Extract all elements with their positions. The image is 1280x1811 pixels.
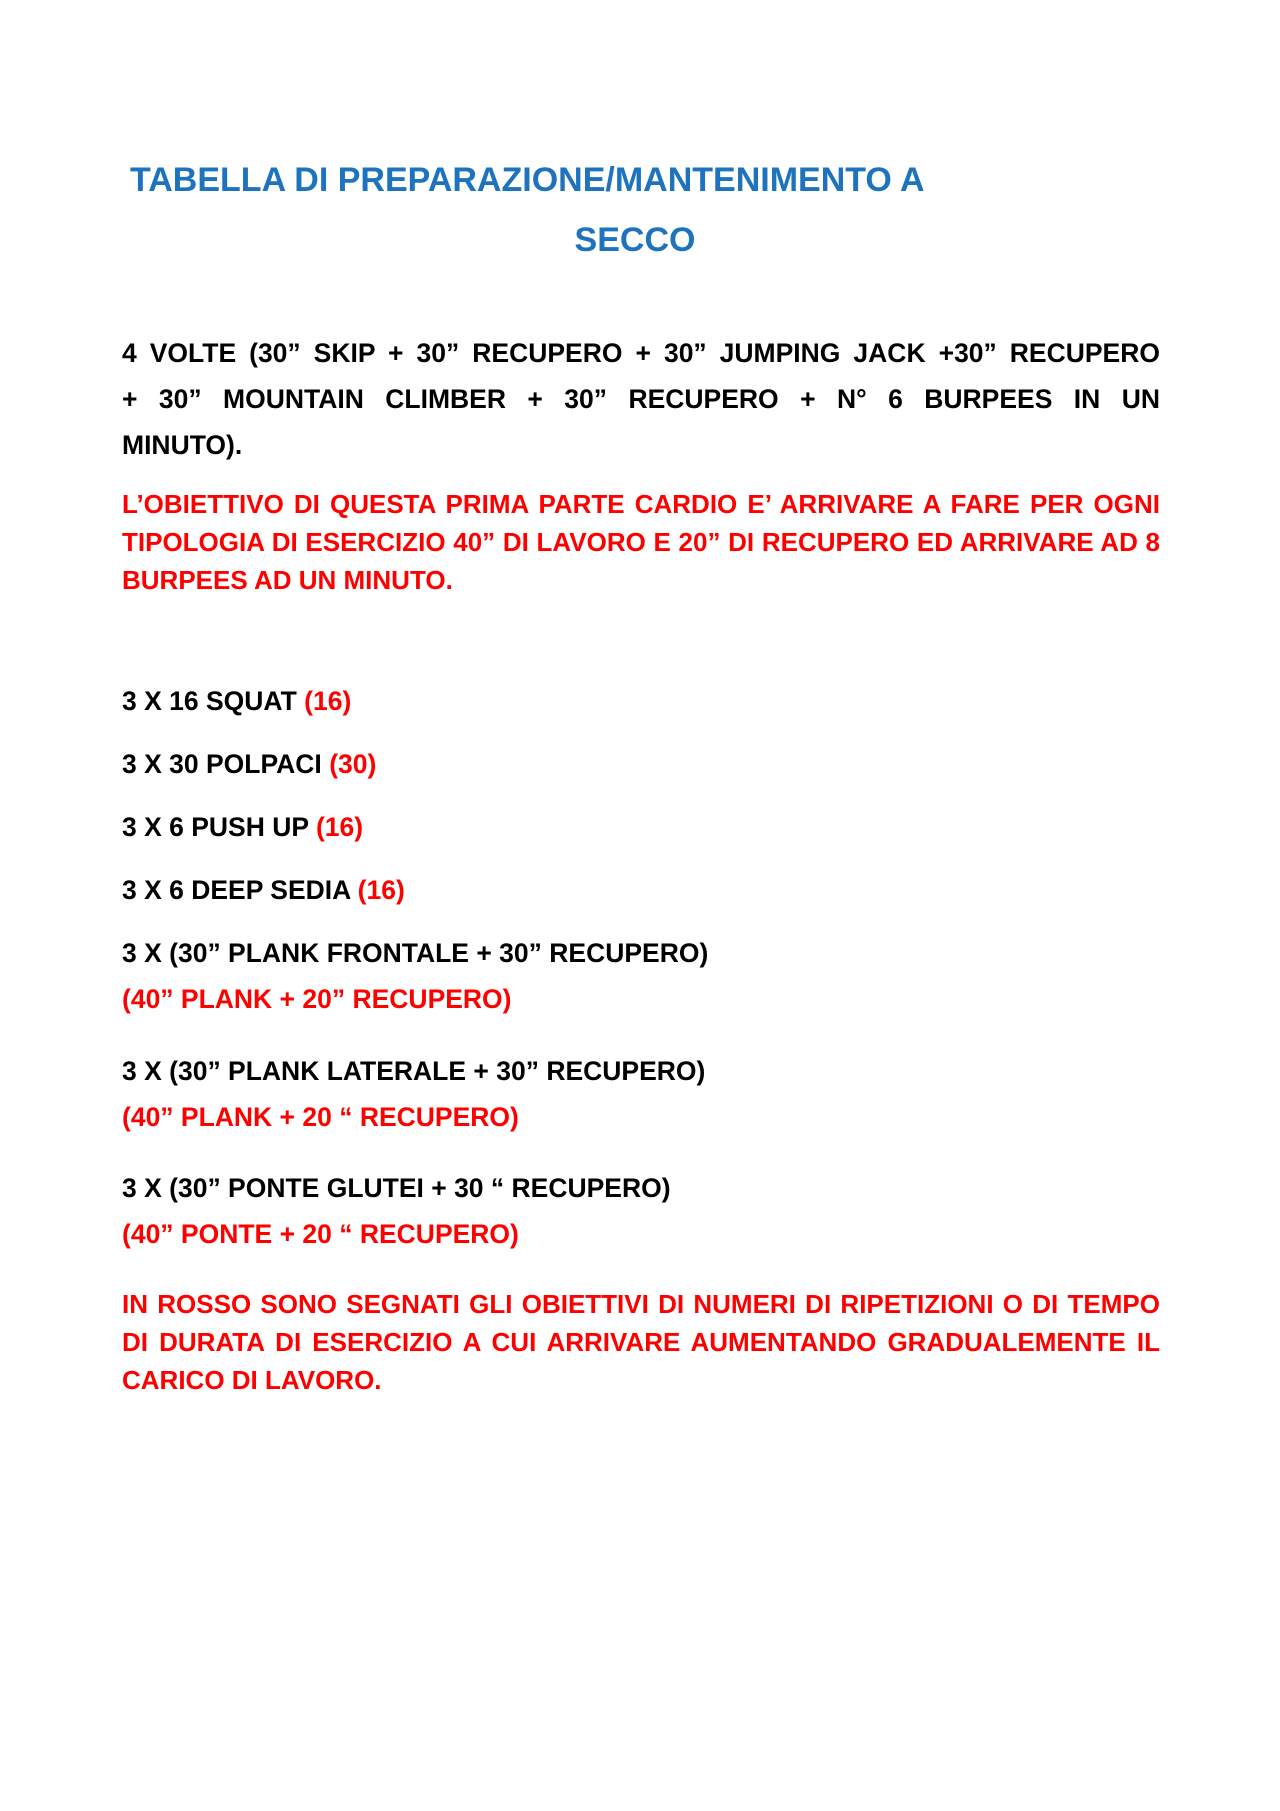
exercise-ponte-glutei-target: (40” PONTE + 20 “ RECUPERO) (122, 1219, 519, 1249)
page-title-line-2: SECCO (574, 221, 696, 259)
exercise-plank-frontale: 3 X (30” PLANK FRONTALE + 30” RECUPERO) (122, 938, 709, 968)
exercise-label: 3 X 16 SQUAT (122, 686, 297, 716)
exercise-label: 3 X 6 DEEP SEDIA (122, 875, 351, 905)
page-title-line-1: TABELLA DI PREPARAZIONE/MANTENIMENTO A (130, 161, 925, 199)
exercise-target: (16) (357, 875, 405, 905)
cardio-goal-paragraph: L’OBIETTIVO DI QUESTA PRIMA PARTE CARDIO E’ ARRIVARE A FARE PER OGNI TIPOLOGIA DI ESERCIZIO 40” DI LAVORO E 20” DI RECUPERO ED ARRIVARE AD 8 BURPEES AD UN MINUTO. (122, 489, 1160, 595)
exercise-squat (122, 679, 351, 723)
exercise-deep-sedia (122, 868, 405, 912)
exercise-push-up (122, 805, 363, 849)
legend-note-paragraph: IN ROSSO SONO SEGNATI GLI OBIETTIVI DI NUMERI DI RIPETIZIONI O DI TEMPO DI DURATA DI ESERCIZIO A CUI ARRIVARE AUMENTANDO GRADUALEMENTE IL CARICO DI LAVORO. (122, 1289, 1160, 1395)
exercise-plank-laterale: 3 X (30” PLANK LATERALE + 30” RECUPERO) (122, 1056, 706, 1086)
cardio-circuit-paragraph: 4 VOLTE (30” SKIP + 30” RECUPERO + 30” JUMPING JACK +30” RECUPERO + 30” MOUNTAIN CLIMBER + 30” RECUPERO + N° 6 BURPEES IN UN MINUTO). (122, 338, 1160, 460)
exercise-label: 3 X 6 PUSH UP (122, 812, 309, 842)
exercise-target: (16) (315, 812, 364, 842)
exercise-ponte-glutei: 3 X (30” PONTE GLUTEI + 30 “ RECUPERO) (122, 1173, 671, 1203)
exercise-polpaci (122, 742, 376, 786)
exercise-target: (30) (329, 749, 377, 779)
exercise-plank-frontale-target: (40” PLANK + 20” RECUPERO) (122, 984, 512, 1014)
exercise-label: 3 X 30 POLPACI (122, 749, 322, 779)
exercise-plank-laterale-target: (40” PLANK + 20 “ RECUPERO) (122, 1102, 519, 1132)
exercise-target: (16) (304, 686, 352, 716)
